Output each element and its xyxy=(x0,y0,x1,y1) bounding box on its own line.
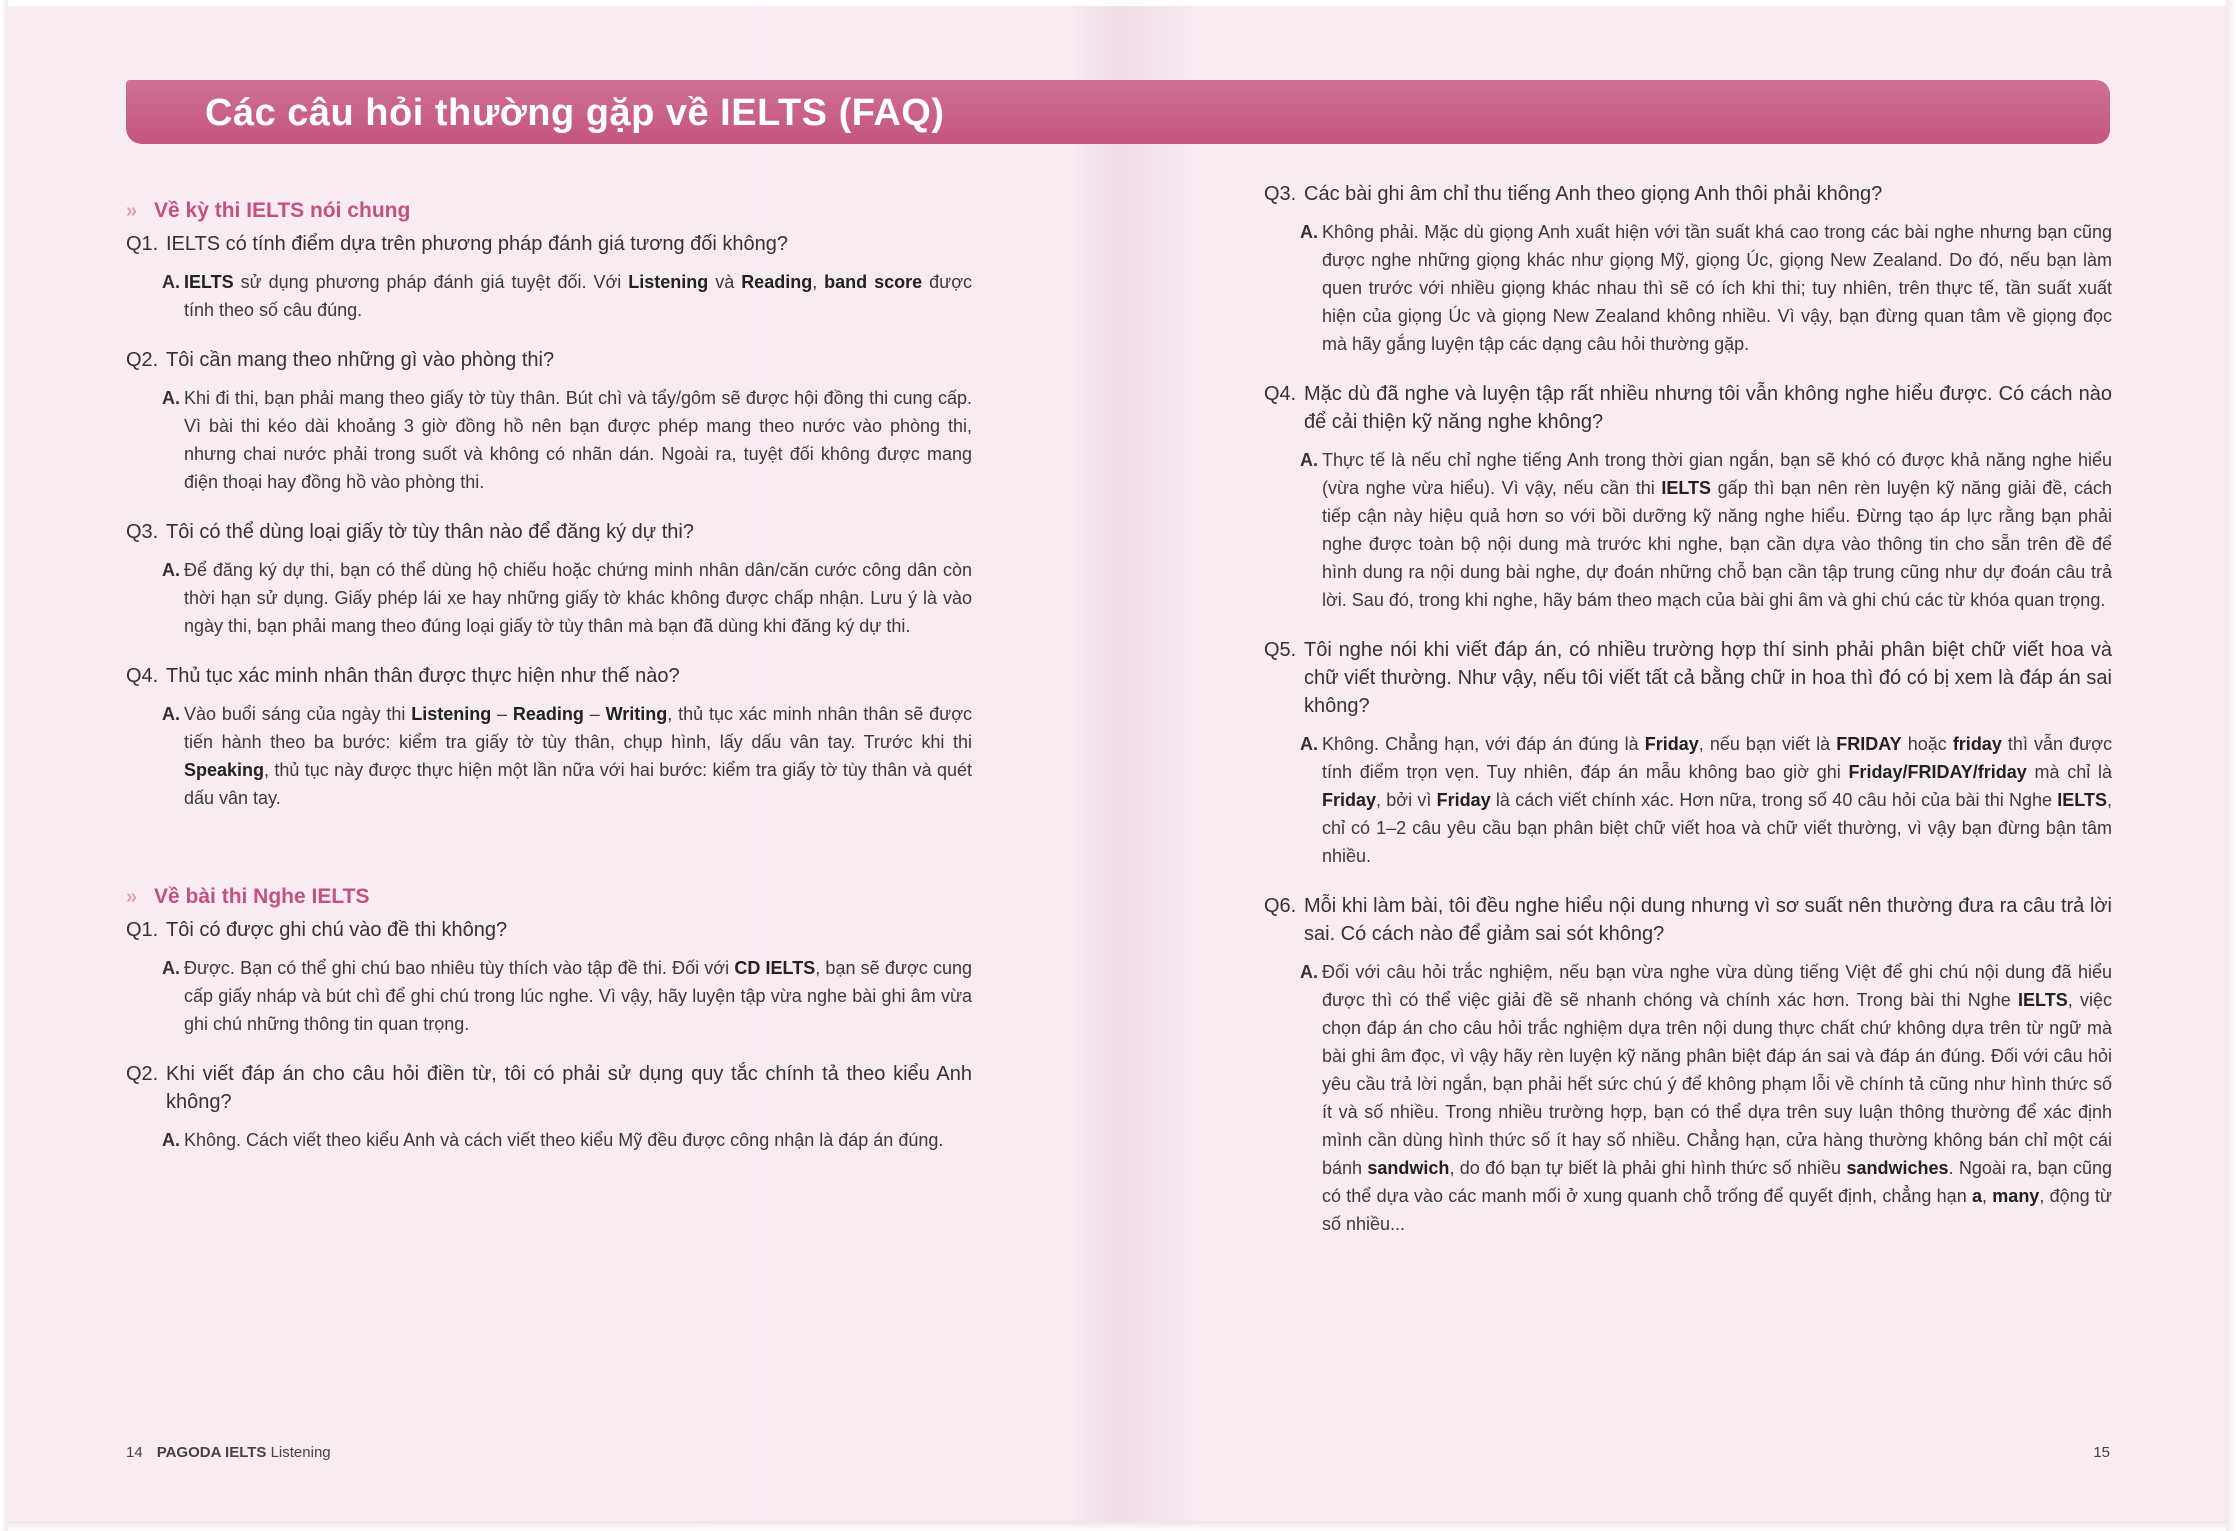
answer xyxy=(126,556,972,640)
question-text: Mặc dù đã nghe và luyện tập rất nhiều nhưng tôi vẫn không nghe hiểu được. Có cách nào để cải thiện kỹ năng nghe không? xyxy=(1304,383,2112,433)
faq-item xyxy=(1264,892,2112,1238)
bold-term: Reading xyxy=(512,704,584,724)
question-label: Q4. xyxy=(1264,383,1297,405)
question xyxy=(1264,636,2112,720)
question-label: Q5. xyxy=(1264,639,1297,661)
left-page-content xyxy=(126,196,972,1176)
question-label: Q4. xyxy=(126,665,159,687)
page-number: 14 xyxy=(126,1444,143,1461)
bold-term: CD IELTS xyxy=(734,958,816,978)
text-run: và xyxy=(708,272,742,292)
text-run: Không. Cách viết theo kiểu Anh và cách viết theo kiểu Mỹ đều được công nhận là đáp án đúng. xyxy=(184,1130,944,1150)
answer xyxy=(126,700,972,812)
bold-term: Listening xyxy=(411,704,492,724)
answer-text xyxy=(184,384,972,496)
bold-term: IELTS xyxy=(2057,790,2107,810)
text-run: , động từ số nhiều... xyxy=(1322,1186,2112,1234)
answer-text xyxy=(184,268,972,324)
question xyxy=(1264,892,2112,948)
page-edge xyxy=(0,0,8,1531)
question-label: Q6. xyxy=(1264,895,1297,917)
text-run: sử dụng phương pháp đánh giá tuyệt đối. Với xyxy=(233,272,629,292)
answer-label: A. xyxy=(1300,222,1318,242)
section-heading-text: Về kỳ thi IELTS nói chung xyxy=(154,199,411,222)
question-text: Tôi có được ghi chú vào đề thi không? xyxy=(166,919,508,941)
faq-item xyxy=(126,1060,972,1154)
answer xyxy=(126,1126,972,1154)
question-text: Các bài ghi âm chỉ thu tiếng Anh theo giọng Anh thôi phải không? xyxy=(1304,183,1883,205)
bold-term: a xyxy=(1972,1186,1983,1206)
question-label: Q1. xyxy=(126,233,159,255)
text-run: , thủ tục này được thực hiện một lần nữa với hai bước: kiểm tra giấy tờ tùy thân và quét dấu vân tay. xyxy=(184,760,972,808)
text-run: Không. Chẳng hạn, với đáp án đúng là xyxy=(1322,734,1645,754)
question-text: Tôi cần mang theo những gì vào phòng thi? xyxy=(166,349,555,371)
answer-text xyxy=(184,1126,972,1154)
question-text: Khi viết đáp án cho câu hỏi điền từ, tôi có phải sử dụng quy tắc chính tả theo kiểu Anh không? xyxy=(166,1063,972,1113)
text-run: được tính theo số câu đúng. xyxy=(184,272,972,320)
question-label: Q3. xyxy=(126,521,159,543)
question-label: Q2. xyxy=(126,349,159,371)
text-run: Để đăng ký dự thi, bạn có thể dùng hộ chiếu hoặc chứng minh nhân dân/căn cước công dân còn thời hạn sử dụng. Giấy phép lái xe hay những giấy tờ khác không được chấp nhận. Lưu ý là vào ngày thi, bạn phải mang theo đúng loại giấy tờ tùy thân mà bạn đã dùng khi đăng ký dự thi. xyxy=(184,560,972,636)
answer xyxy=(1264,446,2112,614)
text-run: , xyxy=(812,272,825,292)
text-run: Khi đi thi, bạn phải mang theo giấy tờ tùy thân. Bút chì và tẩy/gôm sẽ được hội đồng thi cung cấp. Vì bài thi kéo dài khoảng 3 giờ đồng hồ nên bạn được phép mang theo nước vào phòng thi, nhưng chai nước phải trong suốt và không có nhãn dán. Ngoài ra, tuyệt đối không được mang điện thoại hay đồng hồ vào phòng thi. xyxy=(184,388,972,492)
bold-term: sandwiches xyxy=(1846,1158,1949,1178)
bold-term: Friday xyxy=(1644,734,1699,754)
bold-term: IELTS xyxy=(184,272,234,292)
section-heading xyxy=(126,196,972,226)
right-page-content xyxy=(1264,180,2112,1260)
answer-text xyxy=(1322,730,2112,870)
bold-term: band score xyxy=(824,272,923,292)
bold-term: Friday/FRIDAY/friday xyxy=(1848,762,2027,782)
bold-term: IELTS xyxy=(1661,478,1712,498)
section-heading-text: Về bài thi Nghe IELTS xyxy=(154,885,370,908)
text-run: Được. Bạn có thể ghi chú bao nhiêu tùy thích vào tập đề thi. Đối với xyxy=(184,958,735,978)
question-text: IELTS có tính điểm dựa trên phương pháp đánh giá tương đối không? xyxy=(166,233,788,255)
text-run: gấp thì bạn nên rèn luyện kỹ năng giải đề, cách tiếp cận này hiệu quả hơn so với bồi dưỡng kỹ năng nghe hiểu. Đừng tạo áp lực rằng bạn phải nghe được toàn bộ nội dung mà trước khi nghe, bạn cần dựa vào thông tin cho sẵn trên đề để hình dung ra nội dung bài nghe, dự đoán những chỗ bạn cần tập trung cũng như dự đoán câu trả lời. Sau đó, trong khi nghe, hãy bám theo mạch của bài ghi âm và ghi chú các từ khóa quan trọng. xyxy=(1322,478,2112,610)
answer-label: A. xyxy=(162,1130,180,1150)
bold-term: Writing xyxy=(605,704,668,724)
page-edge xyxy=(2226,0,2236,1531)
text-run: Vào buổi sáng của ngày thi xyxy=(184,704,412,724)
answer-text xyxy=(1322,218,2112,358)
text-run: , xyxy=(1982,1186,1993,1206)
question-label: Q1. xyxy=(126,919,159,941)
text-run: – xyxy=(583,704,606,724)
text-run: , bạn sẽ được cung cấp giấy nháp và bút chì để ghi chú trong lúc nghe. Vì vậy, hãy luyện tập vừa nghe bài ghi âm vừa ghi chú những thông tin quan trọng. xyxy=(184,958,972,1034)
answer xyxy=(1264,730,2112,870)
faq-item xyxy=(126,518,972,640)
answer-text xyxy=(184,954,972,1038)
bold-term: Friday xyxy=(1322,790,1377,810)
faq-item xyxy=(126,916,972,1038)
faq-item xyxy=(1264,380,2112,614)
answer-text xyxy=(1322,958,2112,1238)
page-edge xyxy=(0,0,2236,6)
right-page-footer xyxy=(2080,1443,2110,1463)
question-text: Tôi nghe nói khi viết đáp án, có nhiều trường hợp thí sinh phải phân biệt chữ viết hoa và chữ viết thường. Như vậy, nếu tôi viết tất cả bằng chữ in hoa thì đó có bị xem là đáp án sai không? xyxy=(1304,639,2112,717)
question-label: Q3. xyxy=(1264,183,1297,205)
text-run: , bởi vì xyxy=(1376,790,1437,810)
answer-label: A. xyxy=(1300,450,1318,470)
book-title: Listening xyxy=(266,1444,331,1461)
text-run: – xyxy=(491,704,513,724)
bold-term: many xyxy=(1992,1186,2040,1206)
text-run: . Ngoài ra, bạn cũng có thể dựa vào các manh mối ở xung quanh chỗ trống để quyết định, chẳng hạn xyxy=(1322,1158,2113,1206)
text-run: , nếu bạn viết là xyxy=(1698,734,1837,754)
answer xyxy=(1264,218,2112,358)
answer-label: A. xyxy=(162,704,180,724)
bold-term: IELTS xyxy=(2018,990,2068,1010)
double-chevron-right-icon: » xyxy=(126,200,138,222)
question xyxy=(126,346,972,374)
answer xyxy=(126,954,972,1038)
text-run: là cách viết chính xác. Hơn nữa, trong số 40 câu hỏi của bài thi Nghe xyxy=(1490,790,2058,810)
answer-label: A. xyxy=(1300,962,1318,982)
text-run: hoặc xyxy=(1901,734,1953,754)
answer-text xyxy=(184,556,972,640)
bold-term: Speaking xyxy=(184,760,265,780)
question xyxy=(126,662,972,690)
double-chevron-right-icon: » xyxy=(126,886,138,908)
text-run: Không phải. Mặc dù giọng Anh xuất hiện với tần suất khá cao trong các bài nghe nhưng bạn cũng được nghe những giọng khác như giọng Mỹ, giọng Úc, giọng New Zealand. Do đó, nếu bạn làm quen trước với nhiều giọng khác nhau thì sẽ có ích khi thi; tuy nhiên, trên thực tế, tần suất xuất hiện của giọng Úc và giọng New Zealand không nhiều. Vì vậy, bạn đừng quan tâm về giọng đọc mà hãy gắng luyện tập các dạng câu hỏi thường gặp. xyxy=(1322,222,2112,354)
page-title: Các câu hỏi thường gặp về IELTS (FAQ) xyxy=(205,92,945,134)
answer xyxy=(1264,958,2112,1238)
text-run: mà chỉ là xyxy=(2026,762,2113,782)
answer-label: A. xyxy=(162,272,180,292)
text-run: Đối với câu hỏi trắc nghiệm, nếu bạn vừa nghe vừa dùng tiếng Việt để ghi chú nội dung đã hiểu được thì có thể việc giải đề sẽ nhanh chóng và chính xác hơn. Trong bài thi Nghe xyxy=(1322,962,2112,1010)
faq-item xyxy=(1264,180,2112,358)
answer-label: A. xyxy=(162,560,180,580)
faq-item xyxy=(126,230,972,324)
text-run: Thực tế là nếu chỉ nghe tiếng Anh trong thời gian ngắn, bạn sẽ khó có được khả năng nghe hiểu (vừa nghe vừa hiểu). Vì vậy, nếu cần thi xyxy=(1322,450,2112,498)
section-heading xyxy=(126,882,972,912)
question xyxy=(126,1060,972,1116)
question xyxy=(1264,380,2112,436)
bold-term: FRIDAY xyxy=(1836,734,1902,754)
page-number: 15 xyxy=(2093,1444,2110,1461)
faq-item xyxy=(1264,636,2112,870)
answer-text xyxy=(184,700,972,812)
question-label: Q2. xyxy=(126,1063,159,1085)
text-run: , thủ tục xác minh nhân thân sẽ được tiến hành theo ba bước: kiểm tra giấy tờ tùy thân, chụp hình, lấy dấu vân tay. Trước khi thi xyxy=(184,704,973,752)
spacer xyxy=(126,834,972,882)
question-text: Mỗi khi làm bài, tôi đều nghe hiểu nội dung nhưng vì sơ suất nên thường đưa ra câu trả lời sai. Có cách nào để giảm sai sót không? xyxy=(1304,895,2112,945)
faq-item xyxy=(126,662,972,812)
question xyxy=(1264,180,2112,208)
question xyxy=(126,230,972,258)
question xyxy=(126,518,972,546)
bold-term: friday xyxy=(1952,734,2002,754)
left-page-footer xyxy=(126,1443,331,1463)
question-text: Thủ tục xác minh nhân thân được thực hiện như thế nào? xyxy=(166,665,680,687)
question-text: Tôi có thể dùng loại giấy tờ tùy thân nào để đăng ký dự thi? xyxy=(166,521,694,543)
bold-term: Listening xyxy=(628,272,709,292)
bold-term: Friday xyxy=(1436,790,1491,810)
book-brand: PAGODA IELTS xyxy=(156,1444,267,1461)
text-run: , chỉ có 1–2 câu yêu cầu bạn phân biệt chữ viết hoa và chữ viết thường, vì vậy bạn đừng bận tâm nhiều. xyxy=(1322,790,2112,866)
answer-label: A. xyxy=(162,388,180,408)
answer-text xyxy=(1322,446,2112,614)
text-run: thì vẫn được tính điểm trọn vẹn. Tuy nhiên, đáp án mẫu không bao giờ ghi xyxy=(1322,734,2112,782)
bold-term: Reading xyxy=(741,272,813,292)
text-run: , việc chọn đáp án cho câu hỏi trắc nghiệm dựa trên nội dung thực chất chứ không dựa trên từ ngữ mà bài ghi âm đọc, vì vậy hãy rèn luyện kỹ năng phân biệt đáp án sai và đáp án đúng. Đối với câu hỏi yêu cầu trả lời ngắn, bạn phải hết sức chú ý để không phạm lỗi về chính tả cũng như hình thức số ít và số nhiều. Trong nhiều trường hợp, bạn có thể dựa trên suy luận thông thường để xác định mình cần dùng hình thức số ít hay số nhiều. Chẳng hạn, cửa hàng thường không bán chỉ một cái bánh xyxy=(1322,990,2112,1178)
answer xyxy=(126,268,972,324)
question xyxy=(126,916,972,944)
faq-item xyxy=(126,346,972,496)
bold-term: sandwich xyxy=(1367,1158,1450,1178)
answer-label: A. xyxy=(162,958,180,978)
page-edge xyxy=(0,1521,2236,1531)
answer xyxy=(126,384,972,496)
answer-label: A. xyxy=(1300,734,1318,754)
text-run: , do đó bạn tự biết là phải ghi hình thức số nhiều xyxy=(1449,1158,1847,1178)
